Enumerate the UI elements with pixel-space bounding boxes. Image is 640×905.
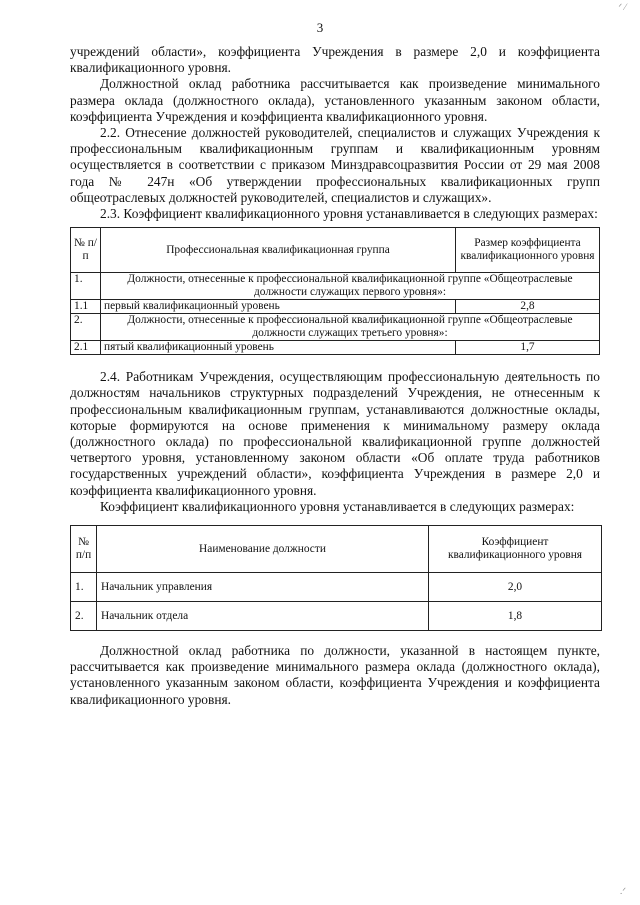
table-row <box>71 300 600 314</box>
group-title: Должности, отнесенные к профессиональной квалификационной группе «Общеотраслевые должности служащих первого уровня»: <box>101 273 600 300</box>
row-number: 2. <box>71 602 97 631</box>
table-row <box>71 341 600 355</box>
row-number: 2.1 <box>71 341 101 355</box>
group-number: 1. <box>71 273 101 300</box>
row-number: 1. <box>71 573 97 602</box>
header-number: № п/п <box>71 228 101 273</box>
header-position: Наименование должности <box>97 526 429 573</box>
table-header-row <box>71 526 602 573</box>
corner-scan-mark-bottom: .ᐟ <box>619 886 626 896</box>
positions-table <box>70 525 602 631</box>
row-number: 1.1 <box>71 300 101 314</box>
group-title: Должности, отнесенные к профессиональной квалификационной группе «Общеотраслевые должности служащих третьего уровня»: <box>101 314 600 341</box>
paragraph-2-4: 2.4. Работникам Учреждения, осуществляющим профессиональную деятельность по должностям начальников структурных подразделений Учреждения, не отнесенным к профессиональным квалификационным группам, устанавливаются должностные оклады, которые формируются на основе применения к минимальному размеру оклада (должностного оклада) по профессиональной квалификационной группе должностей четвертого уровня, установленному законом области «Об оплате труда работников государственных учреждений области», коэффициента Учреждения в размере 2,0 и коэффициента квалификационного уровня. <box>70 369 600 498</box>
document-body <box>70 44 600 708</box>
row-value: 1,7 <box>456 341 600 355</box>
paragraph-coefficient-intro: Коэффициент квалификационного уровня устанавливается в следующих размерах: <box>100 498 575 514</box>
row-value: 2,8 <box>456 300 600 314</box>
corner-scan-mark: ᐟ ⁄ <box>618 2 626 12</box>
header-group: Профессиональная квалификационная группа <box>101 228 456 273</box>
group-number: 2. <box>71 314 101 341</box>
row-name: Начальник управления <box>97 573 429 602</box>
qualification-groups-table <box>70 227 600 355</box>
paragraph-salary-calculation: Должностной оклад работника рассчитывается как произведение минимального размера оклада (должностного оклада), установленного указанным законом области, коэффициента Учреждения и коэффициента квалификационного уровня. <box>70 76 600 124</box>
row-name: первый квалификационный уровень <box>101 300 456 314</box>
table-group-row <box>71 314 600 341</box>
row-value: 1,8 <box>429 602 602 631</box>
header-coefficient: Размер коэффициента квалификационного уровня <box>456 228 600 273</box>
table-header-row <box>71 228 600 273</box>
paragraph-2-3: 2.3. Коэффициент квалификационного уровня устанавливается в следующих размерах: <box>100 206 598 222</box>
row-name: пятый квалификационный уровень <box>101 341 456 355</box>
paragraph-final: Должностной оклад работника по должности, указанной в настоящем пункте, рассчитывается как произведение минимального размера оклада (должностного оклада), установленного указанным законом области, коэффициента Учреждения и коэффициента квалификационного уровня. <box>70 643 600 707</box>
paragraph-2-2: 2.2. Отнесение должностей руководителей, специалистов и служащих Учреждения к профессиональным квалификационным группам и квалификационным уровням осуществляется в соответствии с приказом Минздравсоцразвития России от 29 мая 2008 года № 247н «Об утверждении профессиональных квалификационных групп общеотраслевых должностей руководителей, специалистов и служащих». <box>70 125 600 205</box>
row-value: 2,0 <box>429 573 602 602</box>
table-row <box>71 602 602 631</box>
table-row <box>71 573 602 602</box>
paragraph-continuation: учреждений области», коэффициента Учреждения в размере 2,0 и коэффициента квалификационного уровня. <box>70 44 600 76</box>
header-number: № п/п <box>71 526 97 573</box>
row-name: Начальник отдела <box>97 602 429 631</box>
table-group-row <box>71 273 600 300</box>
page-number: 3 <box>316 20 324 35</box>
header-coefficient: Коэффициент квалификационного уровня <box>429 526 602 573</box>
